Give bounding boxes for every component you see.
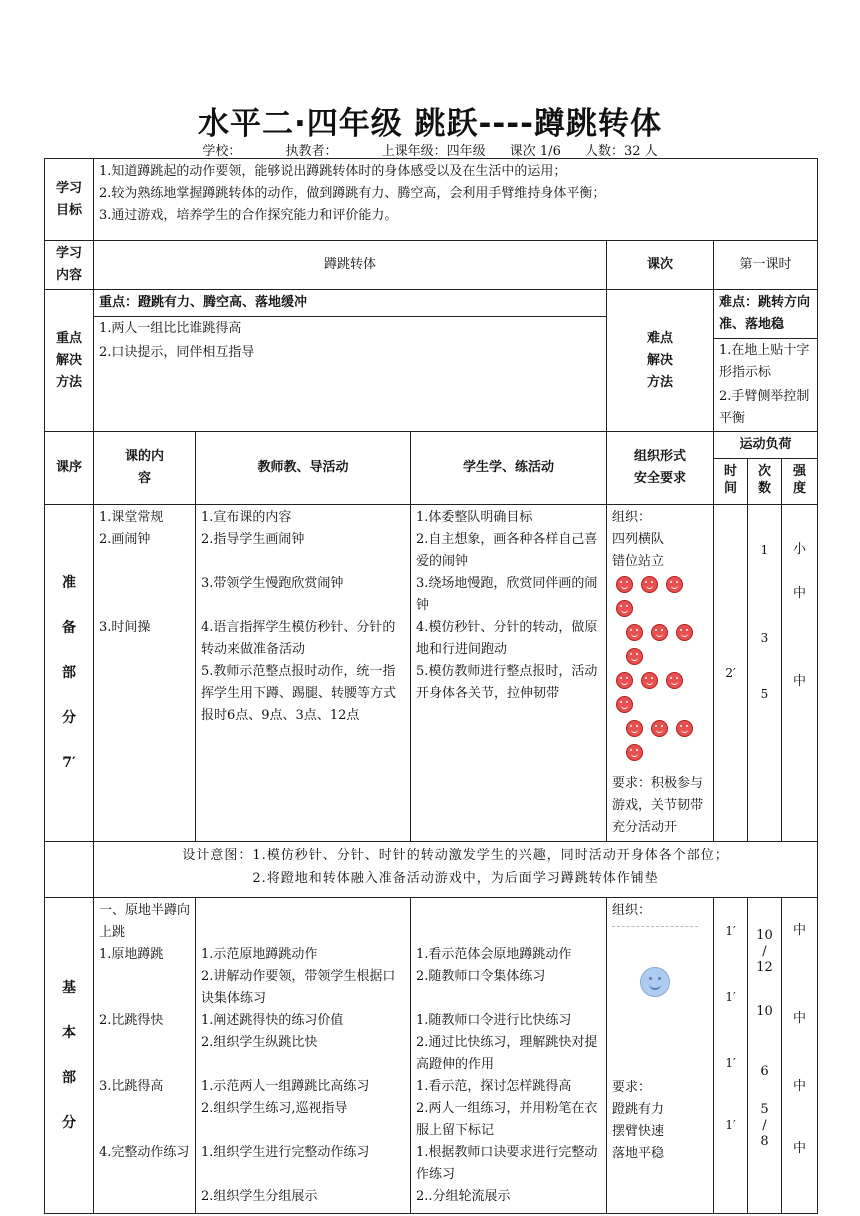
key-method: 1.两人一组比比谁跳得高: [99, 321, 242, 336]
part2-teacher: [196, 898, 411, 1214]
key-method: 2.口诀提示，同伴相互指导: [99, 345, 255, 360]
teacher-line: 4.语言指挥学生模仿秒针、分针的转动来做准备活动: [201, 620, 396, 657]
part-label: 准: [62, 574, 76, 591]
student-line: 2.自主想象，画各种各样自己喜爱的闹钟: [416, 532, 598, 569]
lesson-info: [0, 140, 860, 159]
teacher-line: 1.宣布课的内容: [201, 510, 292, 525]
org-line: 四列横队: [612, 532, 665, 547]
goals-list: [94, 159, 818, 241]
student-line: 4.模仿秒针、分针的转动，做原地和行进间跑动: [416, 620, 598, 657]
content-line: 1.课堂常规: [99, 510, 164, 525]
key-point: 重点：蹬跳有力、腾空高、落地缓冲: [94, 290, 606, 317]
lesson-label: 课次: [607, 241, 714, 290]
student-smile-icon: [626, 720, 643, 737]
part2-side: [45, 898, 94, 1214]
student-smile-icon: [626, 648, 643, 665]
key-label: 重点解决方法: [45, 290, 94, 432]
student-line: 2.通过比快练习，理解跳快对提高蹬伸的作用: [416, 1035, 598, 1072]
part-label: 分: [62, 709, 76, 726]
org-requirement: 要求：积极参与游戏，关节韧带充分活动开: [612, 776, 704, 835]
content-line: 一、原地半蹲向上跳: [99, 903, 191, 940]
teacher-line: 2.组织学生练习,巡视指导: [201, 1101, 348, 1116]
student-smile-icon: [626, 744, 643, 761]
student-line: 2.两人一组练习，并用粉笔在衣服上留下标记: [416, 1101, 598, 1138]
content-row: [45, 241, 818, 290]
teacher-line: 1.组织学生进行完整动作练习: [201, 1145, 370, 1160]
content-line: 2.画闹钟: [99, 532, 151, 547]
header-time: 时间: [714, 459, 748, 505]
header-row: [45, 432, 818, 459]
header-org: 组织形式安全要求: [607, 432, 714, 505]
part-label: 部: [62, 1069, 76, 1086]
part2-intensity: 中 中 中 中: [782, 898, 818, 1214]
student-smile-icon: [641, 576, 658, 593]
student-smile-icon: [676, 720, 693, 737]
info-count: 人数：32 人: [584, 144, 658, 159]
part1-intensity: 小 中 中: [782, 505, 818, 842]
header-order: 课序: [45, 432, 94, 505]
part1-student: [411, 505, 607, 842]
page-title: 水平二·四年级 跳跃----蹲跳转体: [197, 106, 663, 142]
student-smile-icon: [616, 672, 633, 689]
header-teacher: 教师教、导活动: [196, 432, 411, 505]
part-label: 基: [62, 979, 76, 996]
part2-student: [411, 898, 607, 1214]
goal-item: 1.知道蹲跳起的动作要领，能够说出蹲跳转体时的身体感受以及在生活中的运用；: [99, 164, 567, 179]
diff-label: 难点解决方法: [607, 290, 714, 432]
part2-content: [94, 898, 196, 1214]
part2-org: [607, 898, 714, 1214]
goals-label: 学习目标: [45, 159, 94, 241]
header-content: 课的内容: [94, 432, 196, 505]
teacher-line: 1.阐述跳得快的练习价值: [201, 1013, 344, 1028]
teacher-line: 2.组织学生纵跳比快: [201, 1035, 318, 1050]
content-value: 蹲跳转体: [94, 241, 607, 290]
part1-row: [45, 505, 818, 842]
part1-side: [45, 505, 94, 842]
info-school: 学校：: [202, 144, 242, 159]
student-line: 2..分组轮流展示: [416, 1189, 511, 1204]
teacher-line: 2.指导学生画闹钟: [201, 532, 305, 547]
header-times: 次数: [748, 459, 782, 505]
student-smile-icon: [666, 576, 683, 593]
student-smile-icon: [666, 672, 683, 689]
student-smile-icon: [626, 624, 643, 641]
lesson-plan-table: [44, 158, 818, 1214]
goal-item: 2.较为熟练地掌握蹲跳转体的动作，做到蹲跳有力、腾空高，会利用手臂维持身体平衡；: [99, 186, 606, 201]
student-smile-icon: [651, 720, 668, 737]
goals-row: [45, 159, 818, 241]
org-line: 落地平稳: [612, 1146, 665, 1161]
content-label: 学习内容: [45, 241, 94, 290]
goal-item: 3.通过游戏，培养学生的合作探究能力和评价能力。: [99, 208, 398, 223]
content-line: 2.比跳得快: [99, 1013, 164, 1028]
org-line: 摆臂快速: [612, 1124, 665, 1139]
part1-org: [607, 505, 714, 842]
content-line: 1.原地蹲跳: [99, 947, 164, 962]
student-line: 1.体委整队明确目标: [416, 510, 533, 525]
part-label: 备: [62, 619, 76, 636]
part2-time: 1′ 1′ 1′ 1′: [714, 898, 748, 1214]
student-line: 2.随教师口令集体练习: [416, 969, 546, 984]
student-smile-icon: [616, 576, 633, 593]
teacher-line: 1.示范两人一组蹲跳比高练习: [201, 1079, 370, 1094]
diff-method: 2.手臂侧举控制平衡: [719, 389, 810, 426]
student-smile-icon: [641, 672, 658, 689]
info-grade: 上课年级：四年级: [381, 144, 486, 159]
part1-content: [94, 505, 196, 842]
org-line: 组织：: [612, 903, 652, 918]
org-line: 错位站立: [612, 554, 665, 569]
student-smile-icon: [651, 624, 668, 641]
part2-times: 10 / 12 10 6 5 / 8: [748, 898, 782, 1214]
student-smile-icon: [616, 696, 633, 713]
design-row: [45, 842, 818, 898]
header-student: 学生学、练活动: [411, 432, 607, 505]
info-lesson: 课次 1/6: [509, 144, 561, 159]
org-line: 要求：: [612, 1080, 652, 1095]
part1-teacher: [196, 505, 411, 842]
part2-row: [45, 898, 818, 1214]
content-line: 4.完整动作练习: [99, 1145, 190, 1160]
content-line: 3.比跳得高: [99, 1079, 164, 1094]
formation-diagram: [612, 573, 708, 773]
header-load: 运动负荷: [714, 432, 818, 459]
teacher-face-icon: [640, 967, 670, 997]
design-intent: 设计意图：1.模仿秒针、分针、时针的转动激发学生的兴趣，同时活动开身体各个部位； 2.将蹬地和转体融入准备活动游戏中，为后面学习蹲跳转体作铺垫: [94, 842, 818, 898]
part1-time: 2′: [714, 505, 748, 842]
teacher-line: 2.讲解动作要领，带领学生根据口诀集体练习: [201, 969, 396, 1006]
part-label: 本: [62, 1024, 76, 1041]
teacher-line: 2.组织学生分组展示: [201, 1189, 318, 1204]
student-line: 1.随教师口令进行比快练习: [416, 1013, 572, 1028]
content-line: 3.时间操: [99, 620, 151, 635]
org-line: 蹬跳有力: [612, 1102, 665, 1117]
org-line: 组织：: [612, 510, 652, 525]
student-smile-icon: [676, 624, 693, 641]
teacher-line: 1.示范原地蹲跳动作: [201, 947, 318, 962]
info-teacher: 执教者：: [285, 144, 338, 159]
key-row: [45, 290, 818, 432]
part-time: 7′: [62, 754, 76, 771]
part-label: 分: [62, 1114, 76, 1131]
teacher-line: 5.教师示范整点报时动作，统一指挥学生用下蹲、踢腿、转腰等方式报时6点、9点、3点、12点: [201, 664, 397, 723]
student-line: 3.绕场地慢跑，欣赏同伴画的闹钟: [416, 576, 598, 613]
part-label: 部: [62, 664, 76, 681]
diff-method: 1.在地上贴十字形指示标: [719, 343, 810, 380]
teacher-line: 3.带领学生慢跑欣赏闹钟: [201, 576, 344, 591]
lesson-value: 第一课时: [714, 241, 818, 290]
header-intensity: 强度: [782, 459, 818, 505]
student-line: 1.根据教师口诀要求进行完整动作练习: [416, 1145, 598, 1182]
diff-point: 难点：跳转方向准、落地稳: [714, 290, 817, 339]
part1-times: 1 3 5: [748, 505, 782, 842]
student-line: 1.看示范，探讨怎样跳得高: [416, 1079, 572, 1094]
student-line: 1.看示范体会原地蹲跳动作: [416, 947, 572, 962]
student-smile-icon: [616, 600, 633, 617]
student-line: 5.模仿教师进行整点报时，活动开身体各关节，拉伸韧带: [416, 664, 598, 701]
